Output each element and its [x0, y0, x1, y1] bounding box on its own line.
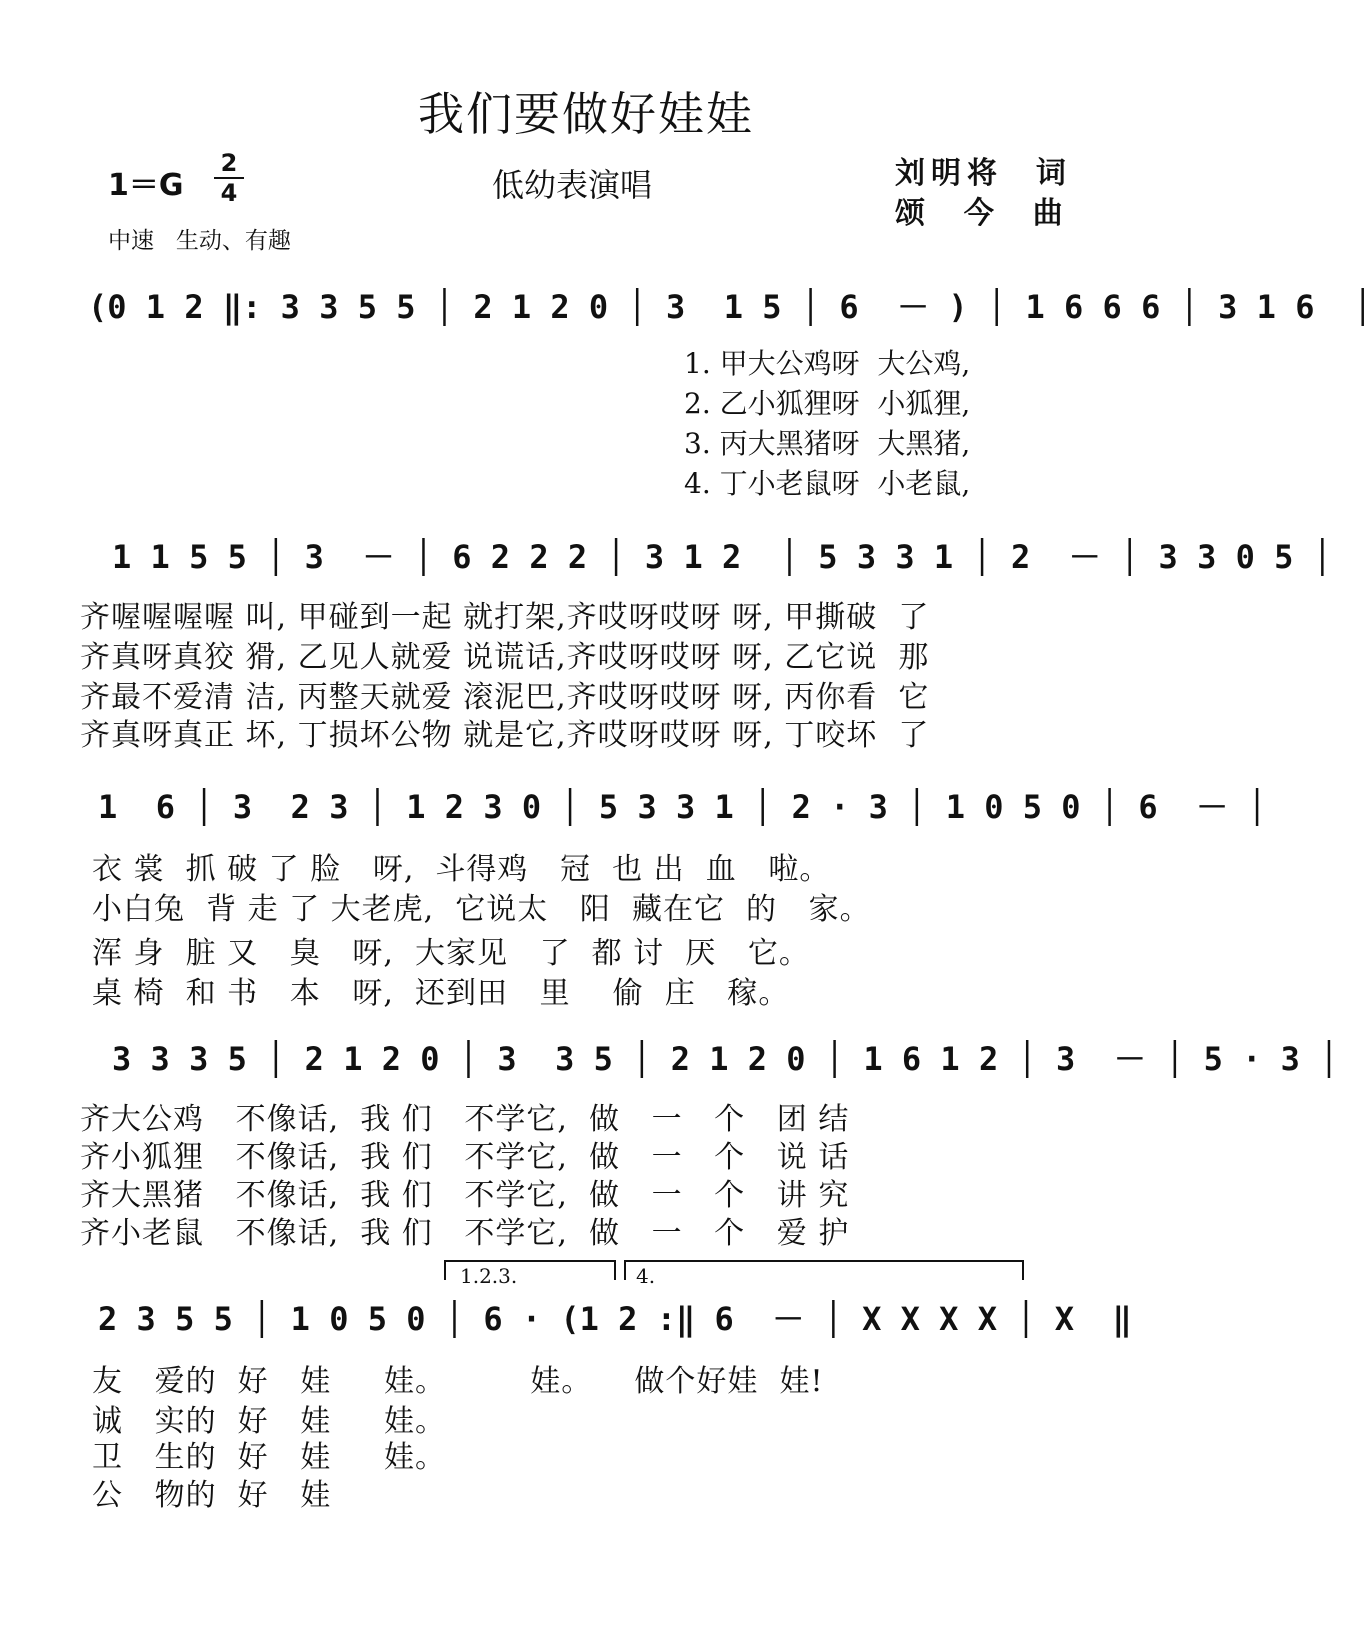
- fourth-ending-bracket: [624, 1260, 1024, 1280]
- time-signature: [214, 150, 244, 206]
- time-sig-bottom: 4: [220, 179, 238, 207]
- lyric-line: 桌 椅 和 书 本 呀, 还到田 里 偷 庄 稼。: [92, 976, 790, 1011]
- lyric-line: 齐喔喔喔喔 叫, 甲碰到一起 就打架,齐哎呀哎呀 呀, 甲撕破 了: [80, 600, 930, 635]
- lyric-line: 卫 生的 好 娃 娃。: [92, 1440, 446, 1475]
- lyric-line: 齐小老鼠 不像话, 我 们 不学它, 做 一 个 爱 护: [80, 1216, 850, 1251]
- lyric-line: 齐大黑猪 不像话, 我 们 不学它, 做 一 个 讲 究: [80, 1178, 850, 1213]
- song-title: 我们要做好娃娃: [418, 87, 754, 141]
- ending-label-2: 4.: [636, 1264, 656, 1288]
- ending-label-1: 1.2.3.: [460, 1264, 518, 1288]
- verse-intro-4: 4. 丁小老鼠呀 小老鼠,: [684, 467, 971, 500]
- verse-intro-3: 3. 丙大黑猪呀 大黑猪,: [684, 427, 971, 460]
- lyric-line: 齐大公鸡 不像话, 我 们 不学它, 做 一 个 团 结: [80, 1102, 850, 1137]
- time-sig-top: 2: [220, 149, 238, 177]
- lyric-line: 浑 身 脏 又 臭 呀, 大家见 了 都 讨 厌 它。: [92, 936, 810, 971]
- performer-note: 低幼表演唱: [492, 166, 653, 204]
- notation-line-1: (0 1 2 ‖: 3 3 5 5 │ 2 1 2 0 │ 3 1 5 │ 6 － ) │ 1 6 6 6 │ 3 1 6 │: [88, 288, 1372, 326]
- lyricist-credit: 刘明将 词: [895, 156, 1072, 191]
- verse-intro-2: 2. 乙小狐狸呀 小狐狸,: [684, 387, 971, 420]
- verse-intro-1: 1. 甲大公鸡呀 大公鸡,: [684, 347, 971, 380]
- key-signature: 1＝G: [108, 168, 184, 203]
- lyric-line: 友 爱的 好 娃 娃。 娃。 做个好娃 娃!: [92, 1364, 824, 1399]
- lyric-line: 小白兔 背 走 了 大老虎, 它说太 阳 藏在它 的 家。: [92, 892, 871, 927]
- notation-line-2: 1 1 5 5 │ 3 － │ 6 2 2 2 │ 3 1 2 │ 5 3 3 1 │ 2 － │ 3 3 0 5 │: [112, 538, 1332, 576]
- composer-credit: 颂 今 曲: [895, 196, 1069, 231]
- notation-line-3: 1 6 │ 3 2 3 │ 1 2 3 0 │ 5 3 3 1 │ 2 · 3 │ 1 0 5 0 │ 6 － │: [98, 788, 1267, 826]
- lyric-line: 齐真呀真狡 猾, 乙见人就爱 说谎话,齐哎呀哎呀 呀, 乙它说 那: [80, 640, 930, 675]
- lyric-line: 公 物的 好 娃: [92, 1478, 332, 1513]
- tempo-marking: 中速 生动、有趣: [108, 228, 291, 254]
- lyric-line: 齐小狐狸 不像话, 我 们 不学它, 做 一 个 说 话: [80, 1140, 850, 1175]
- lyric-line: 诚 实的 好 娃 娃。: [92, 1404, 446, 1439]
- lyric-line: 齐真呀真正 坏, 丁损坏公物 就是它,齐哎呀哎呀 呀, 丁咬坏 了: [80, 718, 930, 753]
- lyric-line: 衣 裳 抓 破 了 脸 呀, 斗得鸡 冠 也 出 血 啦。: [92, 852, 831, 887]
- notation-line-4: 3 3 3 5 │ 2 1 2 0 │ 3 3 5 │ 2 1 2 0 │ 1 6 1 2 │ 3 － │ 5 · 3 │: [112, 1040, 1339, 1078]
- notation-line-5: 2 3 5 5 │ 1 0 5 0 │ 6 · (1 2 :‖ 6 － │ X X X X │ X ‖: [98, 1300, 1132, 1338]
- lyric-line: 齐最不爱清 洁, 丙整天就爱 滚泥巴,齐哎呀哎呀 呀, 丙你看 它: [80, 680, 930, 715]
